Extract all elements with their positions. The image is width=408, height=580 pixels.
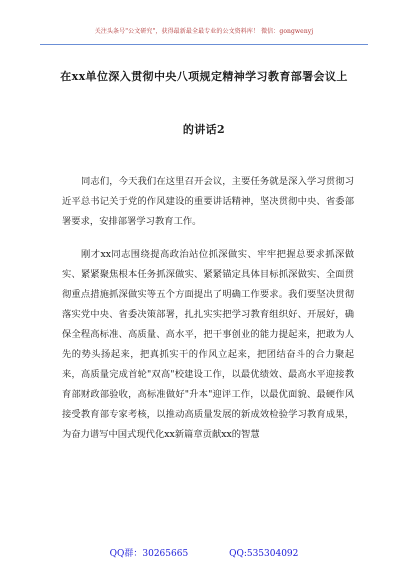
footer-contact <box>0 546 408 559</box>
body-text <box>62 172 354 445</box>
paragraph-1: 同志们，今天我们在这里召开会议，主要任务就是深入学习贯彻习近平总书记关于党的作风建设的重要讲话精神，坚决贯彻中央、省委部署要求，安排部署学习教育工作。 <box>62 176 354 227</box>
title-line-1: 在xx单位深入贯彻中央八项规定精神学习教育部署会议上 <box>60 70 348 83</box>
header-banner <box>40 8 368 45</box>
paragraph-2: 刚才xx同志围绕提高政治站位抓深做实、牢牢把握总要求抓深做实、紧紧聚焦根本任务抓深做实、紧紧锚定具体目标抓深做实、全面贯彻重点措施抓深做实等五个方面提出了明确工作要求。我们要坚决贯彻落实党中央、省委决策部署，扎扎实实把学习教育组织好、开展好，确保全程高标准、高质量、高水平，把干事创业的能力提起来，把敢为人先的势头扬起来，把真抓实干的作风立起来，把团结奋斗的合力聚起来，高质量完成首轮"双高"校建设工作，以最优绩效、最高水平迎接教育部财政部验收，高标准做好"升本"迎评工作，以最优面貌、最硬作风接受教育部专家考核，以推动高质量发展的新成效检验学习教育成果，为奋力谱写中国式现代化xx新篇章贡献xx的智慧 <box>62 249 354 440</box>
footer-qq-group: QQ群：30265665 <box>109 549 189 559</box>
banner-text: 关注头条号"公文研究"，获得最新最全最专业的公文资料库！ 微信：gongwenyj <box>94 28 314 35</box>
footer-qq-number: QQ:535304092 <box>229 549 299 559</box>
title-line-2: 的讲话2 <box>182 123 226 136</box>
